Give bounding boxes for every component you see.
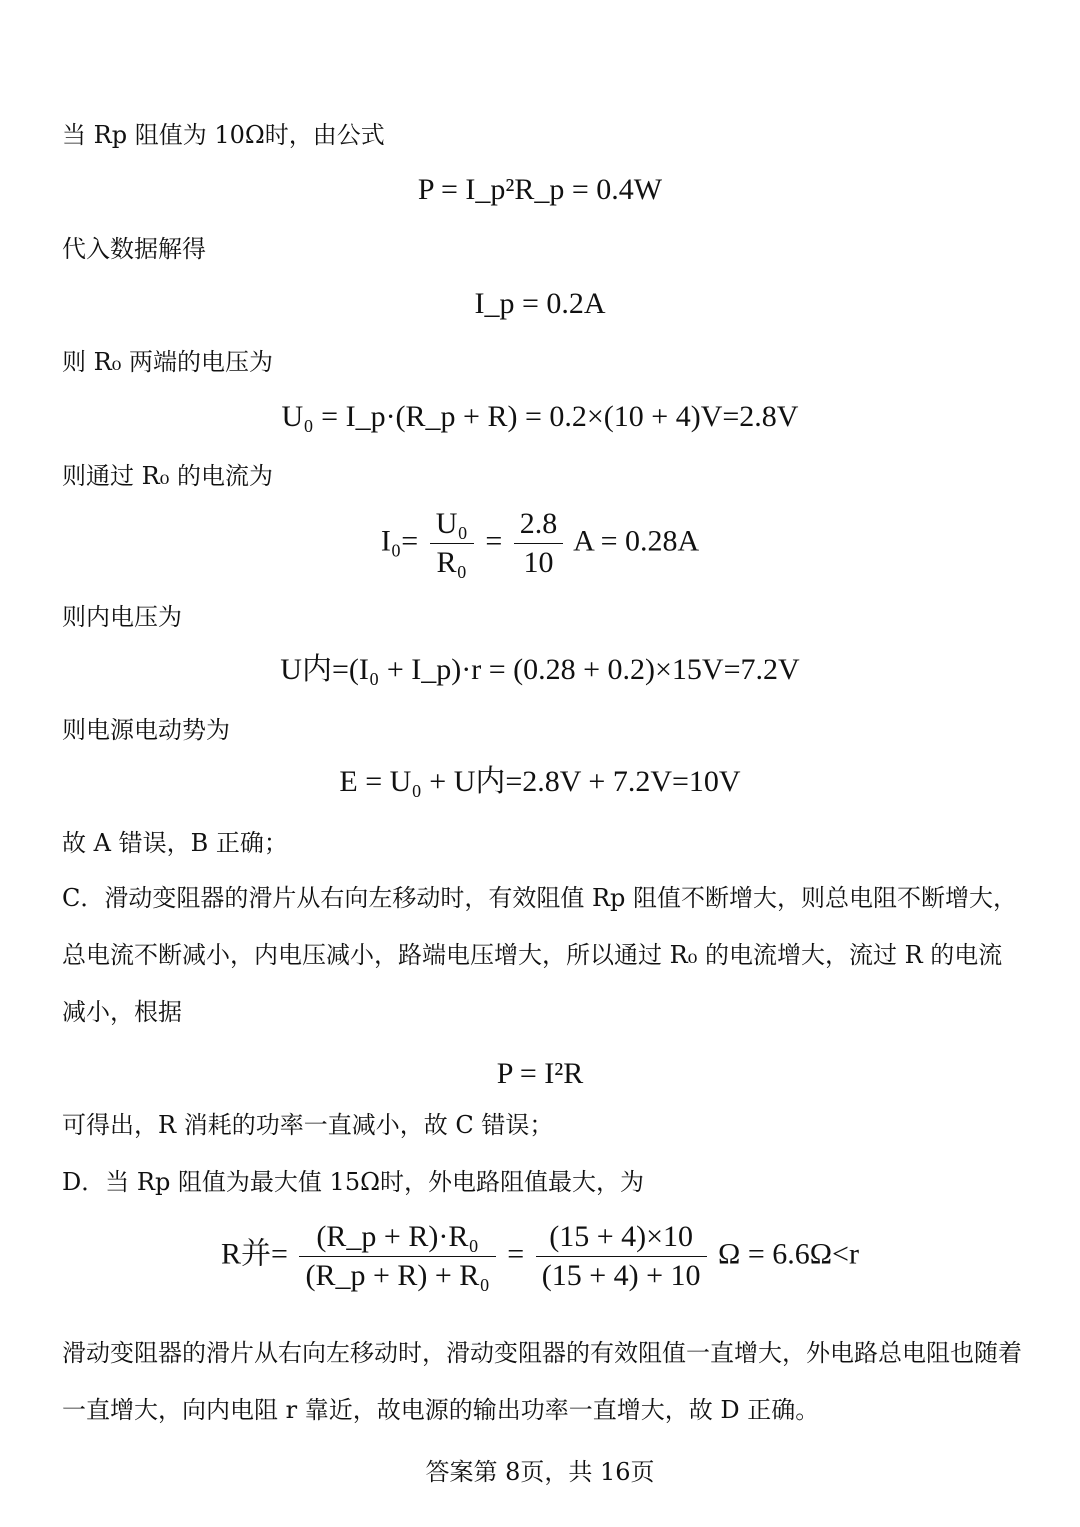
equation-current-p: I_p = 0.2A xyxy=(474,287,606,320)
text-line-7: 故 A 错误，B 正确； xyxy=(62,829,288,857)
eq4-frac1-denominator: R₀ xyxy=(436,546,467,579)
eq4-frac1-numerator: U₀ xyxy=(430,505,474,544)
eq8-frac2-denominator: (15 + 4) + 10 xyxy=(541,1259,701,1292)
equation-current-i0 xyxy=(0,505,1080,582)
equation-power: P = I_p²R_p = 0.4W xyxy=(417,173,663,206)
paragraph-c: C．滑动变阻器的滑片从右向左移动时，有效阻值 Rp 阻值不断增大，则总电阻不断增大，总电流不断减小，内电压减小，路端电压增大，所以通过 R₀ 的电流增大，流过 R 的电流减小，根据 xyxy=(62,884,1018,1026)
eq8-lhs: R并= xyxy=(221,1237,288,1271)
text-line-2: 代入数据解得 xyxy=(62,235,206,263)
eq8-frac2-numerator: (15 + 4)×10 xyxy=(536,1218,707,1257)
text-line-10: D．当 Rp 阻值为最大值 15Ω时，外电路阻值最大，为 xyxy=(62,1168,644,1196)
text-line-3: 则 R₀ 两端的电压为 xyxy=(62,348,273,376)
eq4-frac2-numerator: 2.8 xyxy=(514,505,564,544)
text-line-9: 可得出，R 消耗的功率一直减小，故 C 错误； xyxy=(62,1111,554,1139)
eq8-fraction-1 xyxy=(299,1218,495,1295)
text-line-5: 则内电压为 xyxy=(62,603,182,631)
text-line-1: 当 Rp 阻值为 10Ω时，由公式 xyxy=(62,121,385,149)
equation-parallel-resistance xyxy=(0,1218,1080,1295)
text-line-4: 则通过 R₀ 的电流为 xyxy=(62,462,273,490)
eq8-equals: = xyxy=(507,1237,525,1271)
equation-internal-voltage: U内=(I₀ + I_p)·r = (0.28 + 0.2)×15V=7.2V xyxy=(280,653,800,686)
paragraph-d-conclusion: 滑动变阻器的滑片从右向左移动时，滑动变阻器的有效阻值一直增大，外电路总电阻也随着一直增大，向内电阻 r 靠近，故电源的输出功率一直增大，故 D 正确。 xyxy=(62,1339,1022,1424)
equation-power-r: P = I²R xyxy=(496,1057,584,1090)
eq8-rhs: Ω = 6.6Ω<r xyxy=(718,1237,859,1271)
eq8-fraction-2 xyxy=(536,1218,707,1295)
eq4-frac2-denominator: 10 xyxy=(523,546,554,579)
text-line-6: 则电源电动势为 xyxy=(62,716,230,744)
equation-emf: E = U₀ + U内=2.8V + 7.2V=10V xyxy=(339,765,741,798)
eq4-fraction-2 xyxy=(514,505,564,582)
equation-voltage-u0: U₀ = I_p·(R_p + R) = 0.2×(10 + 4)V=2.8V xyxy=(281,400,799,433)
eq4-rhs: A = 0.28A xyxy=(573,524,700,558)
eq4-lhs: I₀= xyxy=(380,524,419,558)
eq8-frac1-denominator: (R_p + R) + R₀ xyxy=(305,1259,490,1292)
eq8-frac1-numerator: (R_p + R)·R₀ xyxy=(299,1218,495,1257)
eq4-fraction-1 xyxy=(430,505,474,582)
eq4-equals: = xyxy=(485,524,503,558)
page-footer: 答案第 8页，共 16页 xyxy=(425,1458,655,1486)
